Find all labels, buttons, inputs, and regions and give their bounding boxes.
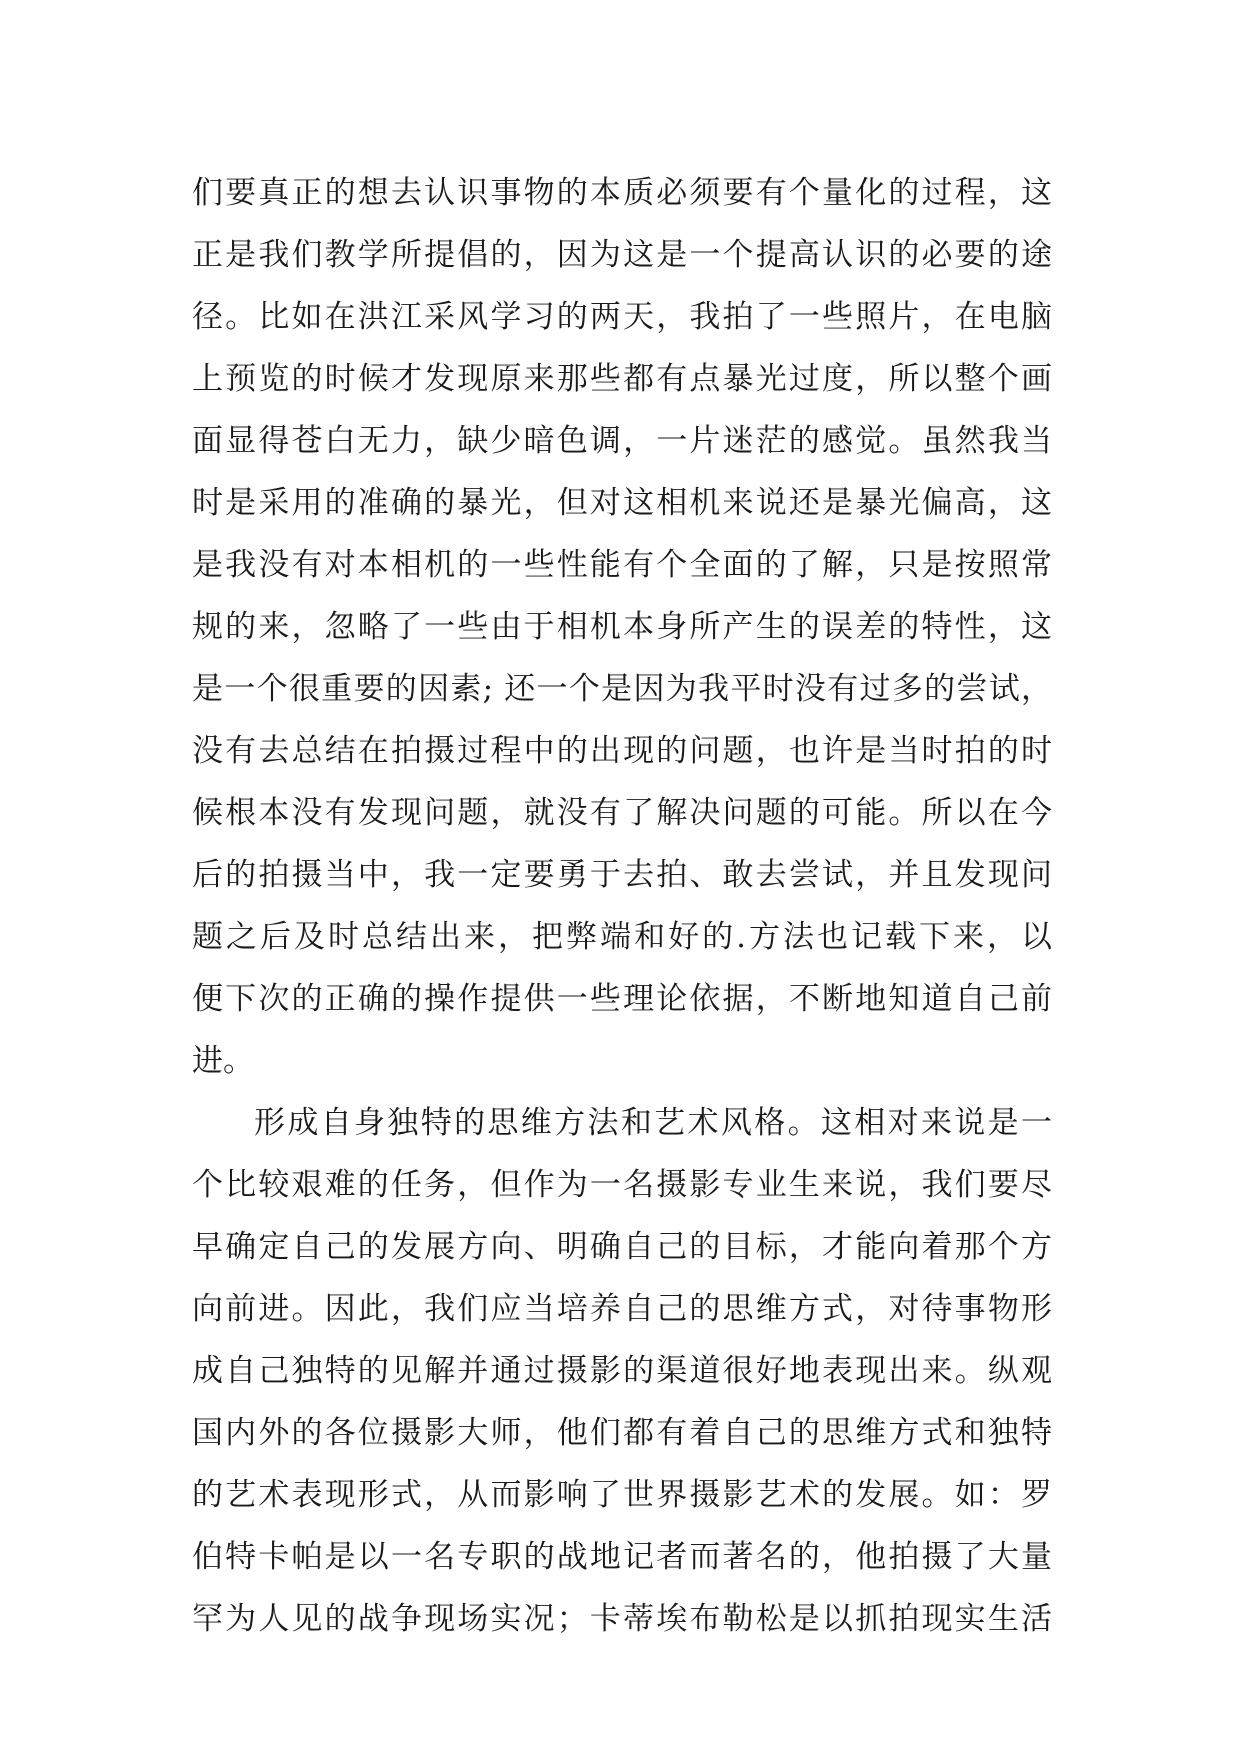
text-line: 正是我们教学所提倡的，因为这是一个提高认识的必要的途 <box>192 237 1052 273</box>
text-line: 时是采用的准确的暴光，但对这相机来说还是暴光偏高，这 <box>192 485 1052 521</box>
text-line: 便下次的正确的操作提供一些理论依据，不断地知道自己前 <box>192 981 1052 1017</box>
text-line: 早确定自己的发展方向、明确自己的目标，才能向着那个方 <box>192 1229 1052 1265</box>
paragraph-1 <box>192 162 1052 1092</box>
text-line: 候根本没有发现问题，就没有了解决问题的可能。所以在今 <box>192 795 1052 831</box>
text-line: 成自己独特的见解并通过摄影的渠道很好地表现出来。纵观 <box>192 1353 1052 1389</box>
text-line: 罕为人见的战争现场实况；卡蒂埃布勒松是以抓拍现实生活 <box>192 1601 1052 1637</box>
text-line: 面显得苍白无力，缺少暗色调，一片迷茫的感觉。虽然我当 <box>192 423 1052 459</box>
text-line: 们要真正的想去认识事物的本质必须要有个量化的过程，这 <box>192 175 1052 211</box>
text-line: 进。 <box>192 1043 254 1079</box>
text-line: 上预览的时候才发现原来那些都有点暴光过度，所以整个画 <box>192 361 1052 397</box>
text-line: 题之后及时总结出来，把弊端和好的.方法也记载下来，以 <box>192 919 1052 955</box>
text-line: 后的拍摄当中，我一定要勇于去拍、敢去尝试，并且发现问 <box>192 857 1052 893</box>
text-line: 是我没有对本相机的一些性能有个全面的了解，只是按照常 <box>192 547 1052 583</box>
body-text <box>192 162 1052 1650</box>
text-line: 国内外的各位摄影大师，他们都有着自己的思维方式和独特 <box>192 1415 1052 1451</box>
text-line: 径。比如在洪江采风学习的两天，我拍了一些照片，在电脑 <box>192 299 1052 335</box>
text-line: 伯特卡帕是以一名专职的战地记者而著名的，他拍摄了大量 <box>192 1539 1052 1575</box>
text-line: 没有去总结在拍摄过程中的出现的问题，也许是当时拍的时 <box>192 733 1052 769</box>
text-line: 规的来，忽略了一些由于相机本身所产生的误差的特性，这 <box>192 609 1052 645</box>
text-line: 是一个很重要的因素; 还一个是因为我平时没有过多的尝试， <box>192 671 1052 707</box>
paragraph-2 <box>192 1092 1052 1650</box>
text-line: 的艺术表现形式，从而影响了世界摄影艺术的发展。如：罗 <box>192 1477 1052 1513</box>
text-line: 向前进。因此，我们应当培养自己的思维方式，对待事物形 <box>192 1291 1052 1327</box>
text-line: 形成自身独特的思维方法和艺术风格。这相对来说是一 <box>254 1105 1052 1141</box>
text-line: 个比较艰难的任务，但作为一名摄影专业生来说，我们要尽 <box>192 1167 1052 1203</box>
